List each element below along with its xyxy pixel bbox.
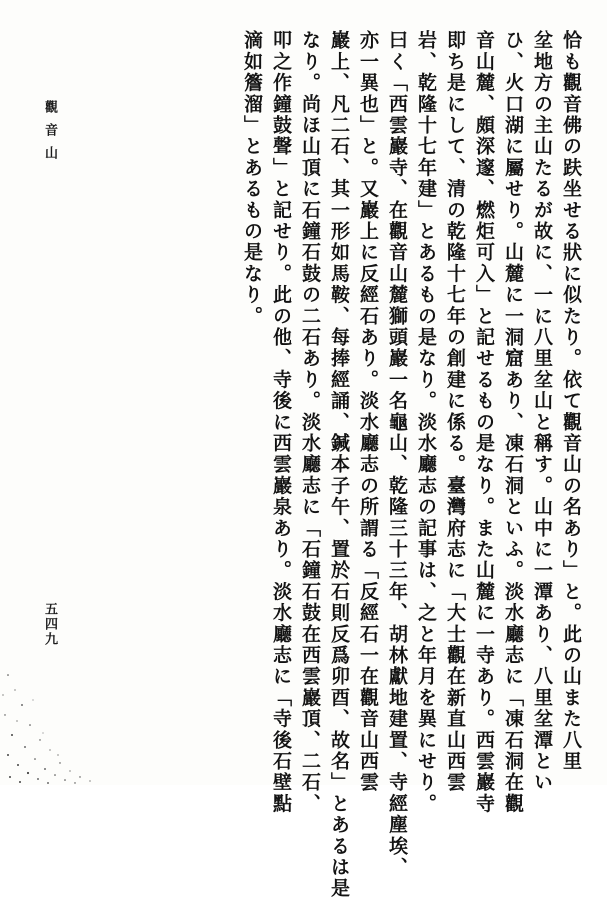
text-column: なり。尚ほ山頂に石鐘石鼓の二石あり。淡水廳志に「石鐘石鼓在西雲巖頂、二石、 — [299, 30, 321, 815]
text-column: 曰く「西雲巖寺、在觀音山麓獅頭巖一名龜山、乾隆三十三年、胡林獻地建置、寺經塵埃、 — [386, 30, 408, 878]
running-head: 觀音山 — [42, 100, 57, 169]
text-column: 音山麓、頗深邃、燃炬可入」と記せるもの是なり。また山麓に一寺あり。西雲巖寺 — [473, 30, 495, 815]
print-speckle — [0, 655, 110, 785]
text-column: 坌地方の主山たるが故に、一に八里坌山と稱す。山中に一潭あり、八里坌潭とい — [531, 30, 553, 794]
text-column: 恰も觀音佛の趺坐せる狀に似たり。依て觀音山の名あり」と。此の山また八里 — [560, 30, 582, 772]
text-column: 岩、乾隆十七年建」とあるもの是なり。淡水廳志の記事は、之と年月を異にせり。 — [415, 30, 437, 815]
text-column: 亦一異也」と。又巖上に反經石あり。淡水廳志の所謂る「反經石一在觀音山西雲 — [357, 30, 379, 794]
text-column: 滴如簷溜」とあるもの是なり。 — [241, 30, 263, 327]
body-text — [237, 30, 585, 899]
page-number: 五四九 — [42, 602, 57, 647]
text-column: ひ、火口湖に屬せり。山麓に一洞窟あり、凍石洞といふ。淡水廳志に「凍石洞在觀 — [502, 30, 524, 815]
text-column: 巖上、凡二石、其一形如馬鞍、每捧經誦、鍼本子午、置於石則反爲卯酉、故名」とあるは是 — [328, 30, 350, 899]
text-column: 叩之作鐘鼓聲」と記せり。此の他、寺後に西雲巖泉あり。淡水廳志に「寺後石壁點 — [270, 30, 292, 815]
text-column: 即ち是にして、清の乾隆十七年の創建に係る。臺灣府志に「大士觀在新直山西雲 — [444, 30, 466, 794]
